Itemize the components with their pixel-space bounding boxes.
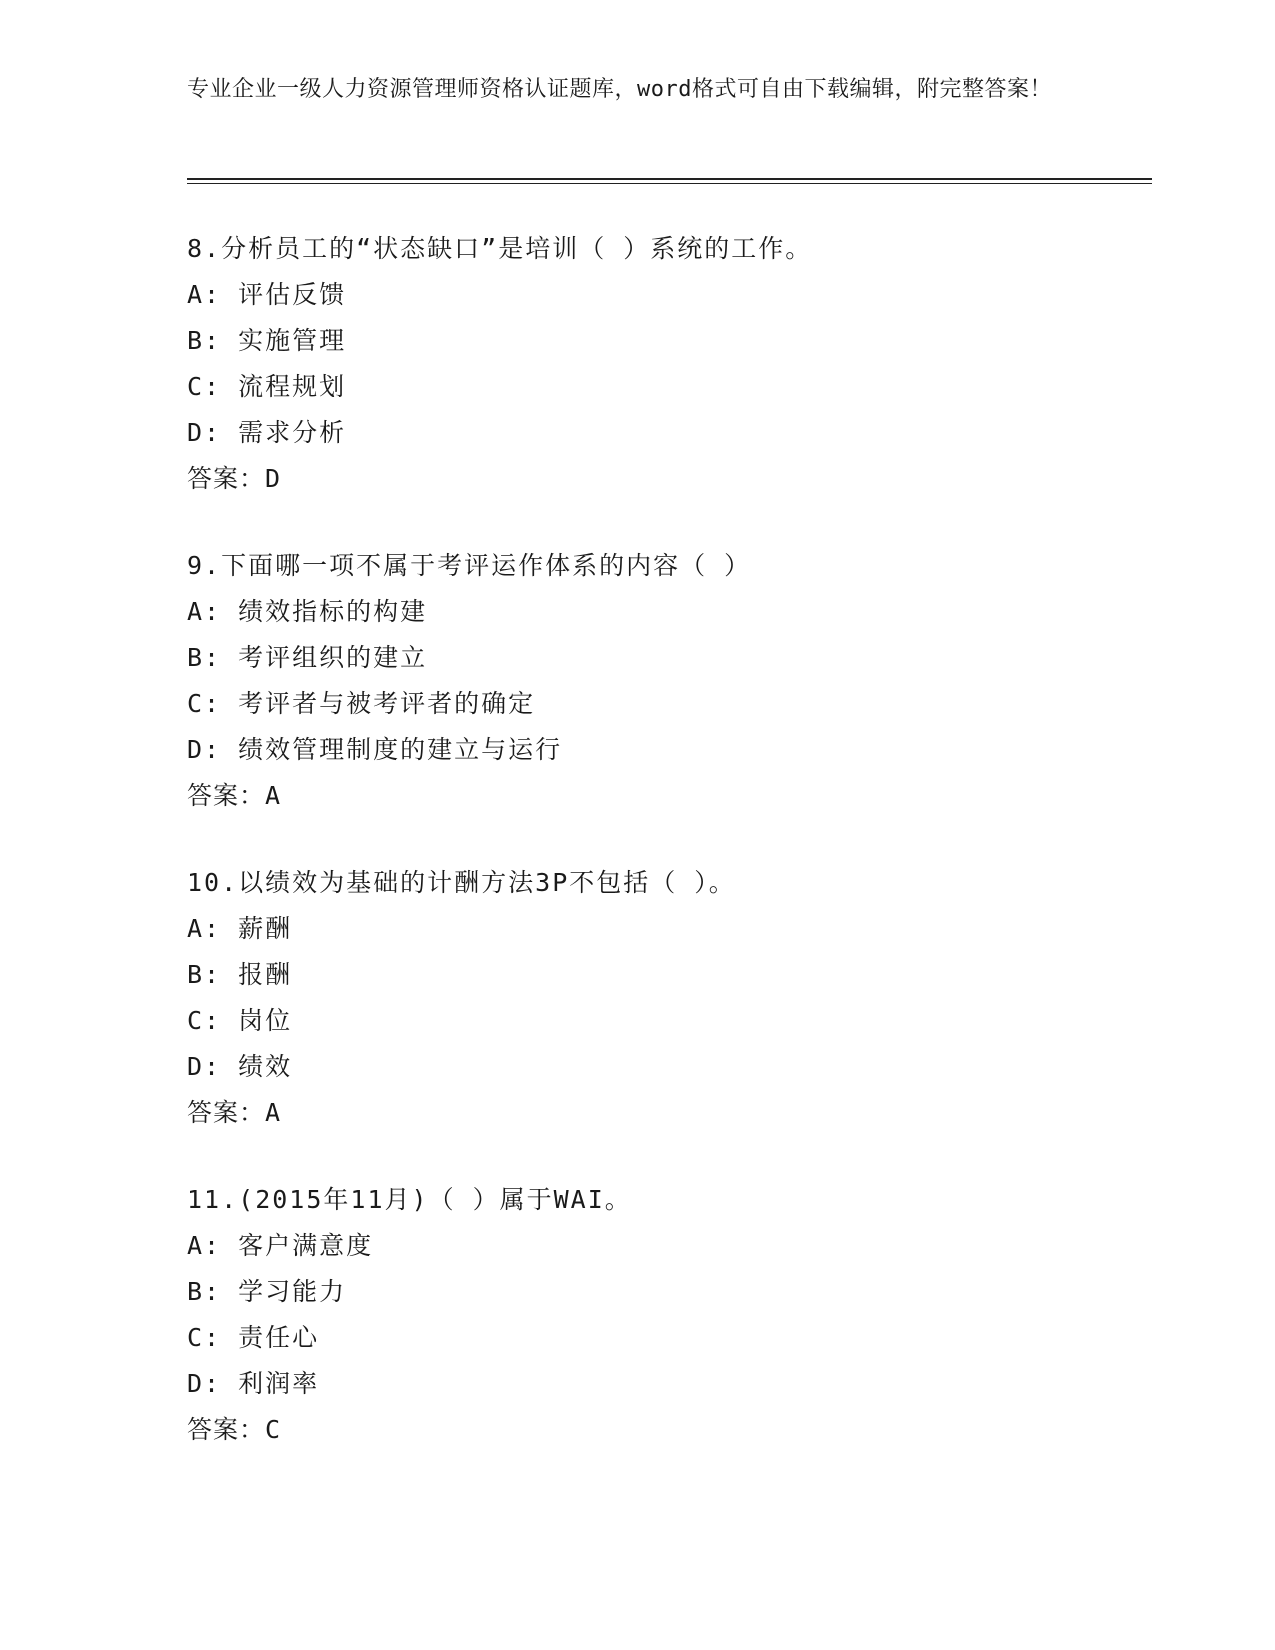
answer-value: C xyxy=(265,1415,282,1444)
option-c: C: 岗位 xyxy=(187,1006,293,1035)
question-stem: 9.下面哪一项不属于考评运作体系的内容（ ） xyxy=(187,551,752,580)
answer-line xyxy=(187,1407,1147,1453)
answer-value: D xyxy=(265,464,282,493)
option-d: D: 绩效管理制度的建立与运行 xyxy=(187,735,563,764)
header-divider-thin xyxy=(187,183,1152,184)
answer-value: A xyxy=(265,781,282,810)
option-a: A: 薪酬 xyxy=(187,914,293,943)
question-11 xyxy=(187,1177,1147,1453)
question-stem: 11.(2015年11月)（ ）属于WAI。 xyxy=(187,1185,632,1214)
question-stem: 8.分析员工的“状态缺口”是培训（ ）系统的工作。 xyxy=(187,234,813,263)
option-c: C: 责任心 xyxy=(187,1323,320,1352)
header-divider-thick xyxy=(187,178,1152,180)
answer-line xyxy=(187,773,1147,819)
option-c: C: 考评者与被考评者的确定 xyxy=(187,689,536,718)
document-header-text: 专业企业一级人力资源管理师资格认证题库，word格式可自由下载编辑，附完整答案！ xyxy=(187,77,1052,102)
option-b: B: 实施管理 xyxy=(187,326,347,355)
option-b: B: 学习能力 xyxy=(187,1277,347,1306)
option-d: D: 需求分析 xyxy=(187,418,347,447)
answer-label: 答案： xyxy=(187,781,266,810)
answer-line xyxy=(187,456,1147,502)
option-a: A: 评估反馈 xyxy=(187,280,347,309)
question-stem: 10.以绩效为基础的计酬方法3P不包括（ ）。 xyxy=(187,868,736,897)
option-b: B: 考评组织的建立 xyxy=(187,643,428,672)
answer-value: A xyxy=(265,1098,282,1127)
option-d: D: 绩效 xyxy=(187,1052,293,1081)
option-b: B: 报酬 xyxy=(187,960,293,989)
question-9 xyxy=(187,543,1147,819)
option-a: A: 客户满意度 xyxy=(187,1231,374,1260)
answer-label: 答案： xyxy=(187,1098,266,1127)
answer-label: 答案： xyxy=(187,464,266,493)
option-d: D: 利润率 xyxy=(187,1369,320,1398)
question-8 xyxy=(187,226,1147,502)
answer-line xyxy=(187,1090,1147,1136)
option-c: C: 流程规划 xyxy=(187,372,347,401)
option-a: A: 绩效指标的构建 xyxy=(187,597,428,626)
answer-label: 答案： xyxy=(187,1415,266,1444)
question-10 xyxy=(187,860,1147,1136)
